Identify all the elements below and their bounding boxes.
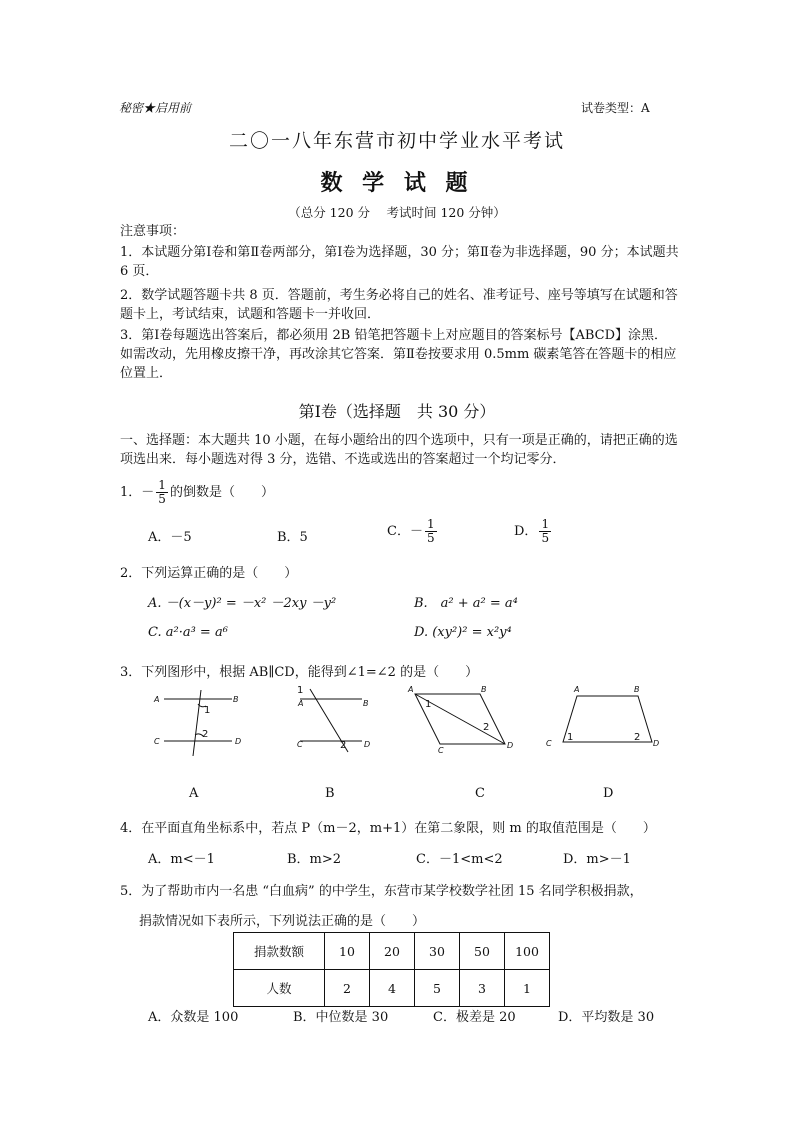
svg-text:B: B [233, 695, 239, 704]
section-intro: 一、选择题：本大题共 10 小题，在每小题给出的四个选项中，只有一项是正确的，请把正确的选项选出来．每小题选对得 3 分，选错、不选或选出的答案超过一个均记零分． [120, 433, 678, 467]
q1-option-d: D． $\frac{1}{5}$ [514, 517, 550, 545]
question-4: 4．在平面直角坐标系中，若点 P（m－2，m+1）在第二象限，则 m 的取值范围是（ ） [120, 821, 656, 836]
svg-text:B: B [634, 685, 640, 694]
fig-label-b: B [325, 786, 335, 801]
svg-text:D: D [507, 741, 514, 750]
svg-text:2: 2 [634, 732, 641, 743]
fig-label-a: A [189, 786, 199, 801]
fraction: $\frac{1}{5}$ [158, 478, 166, 506]
svg-text:1: 1 [297, 685, 304, 696]
q4-option-b: B．m>2 [287, 852, 342, 867]
question-2: 2．下列运算正确的是（ ） [120, 566, 298, 581]
paper-type: 试卷类型：A [581, 101, 650, 115]
fig-label-d: D [603, 786, 614, 801]
q2-option-c: C. a²·a³ = a⁶ [148, 625, 228, 640]
confidential-label: 秘密★启用前 [119, 101, 192, 115]
svg-text:A: A [408, 685, 414, 694]
question-5: 5．为了帮助市内一名患 “白血病” 的中学生，东营市某学校数学社团 15 名同学积极捐款， [120, 884, 643, 899]
q4-option-a: A．m<－1 [148, 852, 215, 867]
q5-option-a: A．众数是 100 [148, 1010, 239, 1025]
exam-title: 二〇一八年东营市初中学业水平考试 [228, 130, 565, 152]
question-3: 3．下列图形中，根据 AB∥CD，能得到∠1=∠2 的是（ ） [120, 665, 479, 680]
subject-title: 数 学 试 题 [320, 170, 474, 196]
q1-option-c: C．－ $\frac{1}{5}$ [387, 517, 435, 545]
svg-text:A: A [298, 699, 304, 708]
table-row: 人数 2 4 5 3 1 [234, 970, 550, 1007]
svg-text:1: 1 [567, 732, 574, 743]
q5-option-b: B．中位数是 30 [293, 1010, 389, 1025]
q1-option-a: A．－5 [148, 530, 192, 545]
fig-label-c: C [475, 786, 485, 801]
notice-item-1: 1．本试题分第Ⅰ卷和第Ⅱ卷两部分，第Ⅰ卷为选择题，30 分；第Ⅱ卷为非选择题，90 分；本试题共 6 页． [120, 245, 679, 279]
q1-option-b: B．5 [277, 530, 308, 545]
exam-info: （总分 120 分 考试时间 120 分钟） [288, 205, 506, 220]
q3-figures [140, 682, 680, 762]
svg-text:2: 2 [483, 722, 490, 733]
notice-heading: 注意事项： [120, 224, 186, 239]
svg-text:1: 1 [425, 699, 432, 710]
svg-text:C: C [438, 746, 444, 755]
question-5-cont: 捐款情况如下表所示，下列说法正确的是（ ） [139, 914, 426, 929]
svg-text:2: 2 [202, 729, 209, 740]
svg-text:C: C [154, 737, 160, 746]
svg-text:D: D [235, 737, 242, 746]
svg-text:A: A [154, 695, 160, 704]
notice-item-3: 3．第Ⅰ卷每题选出答案后，都必须用 2B 铅笔把答题卡上对应题目的答案标号【ABCD】涂黑．如需改动，先用橡皮擦干净，再改涂其它答案．第Ⅱ卷按要求用 0.5mm 碳素笔答在答题卡的相应位置上． [120, 328, 677, 381]
svg-text:C: C [546, 739, 552, 748]
svg-text:1: 1 [204, 705, 211, 716]
q5-option-d: D．平均数是 30 [558, 1010, 655, 1025]
svg-text:D: D [364, 740, 371, 749]
q4-option-d: D．m>－1 [563, 852, 631, 867]
svg-text:D: D [653, 739, 660, 748]
svg-text:B: B [363, 699, 369, 708]
question-1: 1．－ $\frac{1}{5}$ 的倒数是（ ） [120, 478, 274, 506]
donation-table [233, 932, 550, 1007]
q4-option-c: C．－1<m<2 [416, 852, 503, 867]
q5-option-c: C．极差是 20 [433, 1010, 516, 1025]
svg-text:B: B [481, 685, 487, 694]
section-title: 第Ⅰ卷（选择题 共 30 分） [298, 402, 496, 421]
q2-option-a: A. －(x－y)² = －x² －2xy －y² [148, 596, 337, 611]
svg-text:2: 2 [340, 740, 347, 751]
table-row: 捐款数额 10 20 30 50 100 [234, 933, 550, 970]
svg-text:A: A [574, 685, 580, 694]
svg-text:C: C [297, 740, 303, 749]
q2-option-b: B. a² + a² = a⁴ [414, 596, 518, 611]
notice-item-2: 2．数学试题答题卡共 8 页．答题前，考生务必将自己的姓名、准考证号、座号等填写在试题和答题卡上，考试结束，试题和答题卡一并收回． [120, 288, 678, 322]
q2-option-d: D. (xy²)² = x²y⁴ [414, 625, 512, 640]
